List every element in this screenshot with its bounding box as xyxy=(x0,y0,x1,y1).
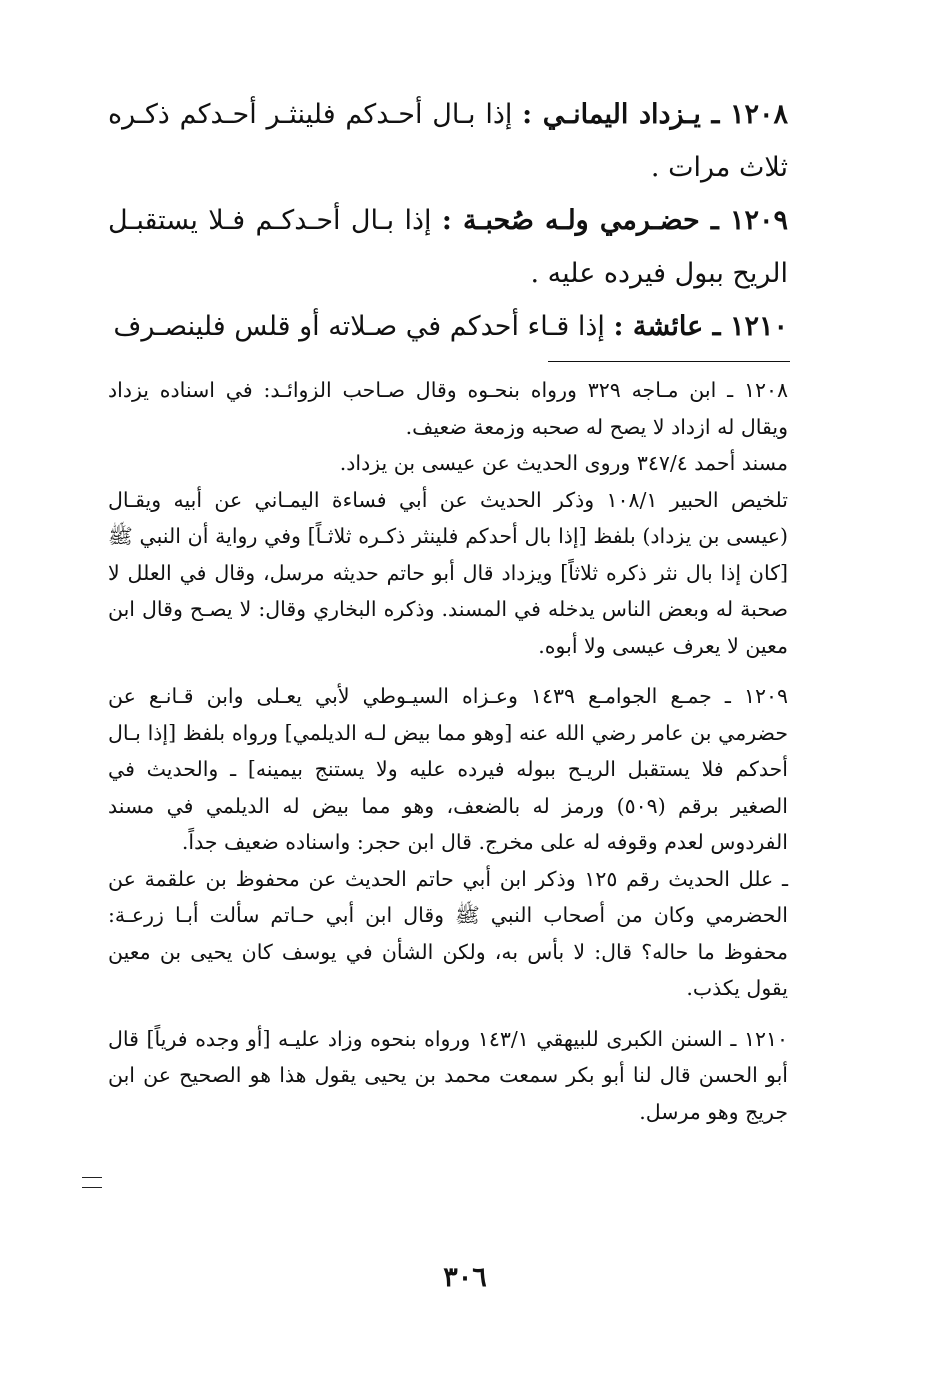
margin-mark xyxy=(82,1177,102,1188)
entry-heading: ١٢٠٨ ـ يـزداد اليمانـي : xyxy=(522,99,788,130)
entry-heading: ١٢٠٩ ـ حضـرمي ولـه صُحبـة : xyxy=(441,205,788,236)
page-number: ٣٠٦ xyxy=(443,1262,487,1293)
entry-heading: ١٢١٠ ـ عائشة : xyxy=(613,311,788,342)
footnotes xyxy=(108,372,788,1130)
entry-1209 xyxy=(108,194,788,300)
footnote-1208: ١٢٠٨ ـ ابن مـاجه ٣٢٩ ورواه بنحـوه وقال صـاحب الزوائـد: في اسناده يزداد ويقال له ازداد لا يصح له صحبه وزمعة ضعيف. xyxy=(108,378,788,439)
footnote-separator xyxy=(548,361,790,362)
entry-1210 xyxy=(108,300,788,353)
footnote-1208-musnad: مسند أحمد ٣٤٧/٤ وروى الحديث عن عيسى بن يزداد. xyxy=(339,451,788,475)
main-text xyxy=(108,88,788,353)
entry-text: إذا بـال أحـدكم فلينثـر أحـدكم ذكـره ثلاث مرات . xyxy=(108,99,788,183)
entry-1208 xyxy=(108,88,788,194)
footnote-1210: ١٢١٠ ـ السنن الكبرى للبيهقي ١٤٣/١ ورواه بنحوه وزاد عليـه [أو وجده فرياً] قال أبو الحسن قال لنا أبو بكر سمعت محمد بن يحيى يقول هذا هو الصحيح عن ابن جريج وهو مرسل. xyxy=(108,1026,788,1124)
footnote-1209: ١٢٠٩ ـ جمـع الجوامـع ١٤٣٩ وعـزاه السيـوطي لأبي يعـلى وابن قـانـع عن حضرمي بن عامر رضي الله عنه [وهو مما بيض لـه الديلمي] ورواه بلفظ [إذا بـال أحدكم فلا يستقبل الريـح ببوله فيرده عليه ولا يستنج بيمينه] ـ والحديث في الصغير برقم (٥٠٩) ورمز له بالضعف، وهو مما بيض له الديلمي في مسند الفردوس لعدم وقوفه له على مخرج. قال ابن حجر: واسناده ضعيف جداً. xyxy=(108,684,788,854)
footnote-1209-ilal: ـ علل الحديث رقم ١٢٥ وذكر ابن أبي حاتم الحديث عن محفوظ بن علقمة عن الحضرمي وكان من أصحاب النبي ﷺ وقال ابن أبي حـاتم سألت أبـا زرعـة: محفوظ ما حاله؟ قال: لا بأس به، ولكن الشأن في يوسف كان يحيى بن معين يقول يكذب. xyxy=(108,866,788,1000)
entry-text: إذا بـال أحـدكـم فـلا يستقبـل الريح ببول فيرده عليه . xyxy=(108,205,788,289)
entry-text: إذا قـاء أحدكم في صـلاته أو قلس فلينصـرف xyxy=(113,311,614,342)
footnote-1208-talkhis: تلخيص الحبير ١٠٨/١ وذكر الحديث عن أبي فساءة اليمـاني عن أبيه ويقـال (عيسى بن يزداد) بلفظ [إذا بال أحدكم فلينثر ذكـره ثلاثـاً] وفي رواية أن النبي ﷺ [كان إذا بال نثر ذكره ثلاثاً] ويزداد قال أبو حاتم حديثه مرسل، وقال في العلل لا صحبة له وبعض الناس يدخله في المسند. وذكره البخاري وقال: لا يصـح وقال ابن معين لا يعرف عيسى ولا أبوه. xyxy=(108,487,788,658)
